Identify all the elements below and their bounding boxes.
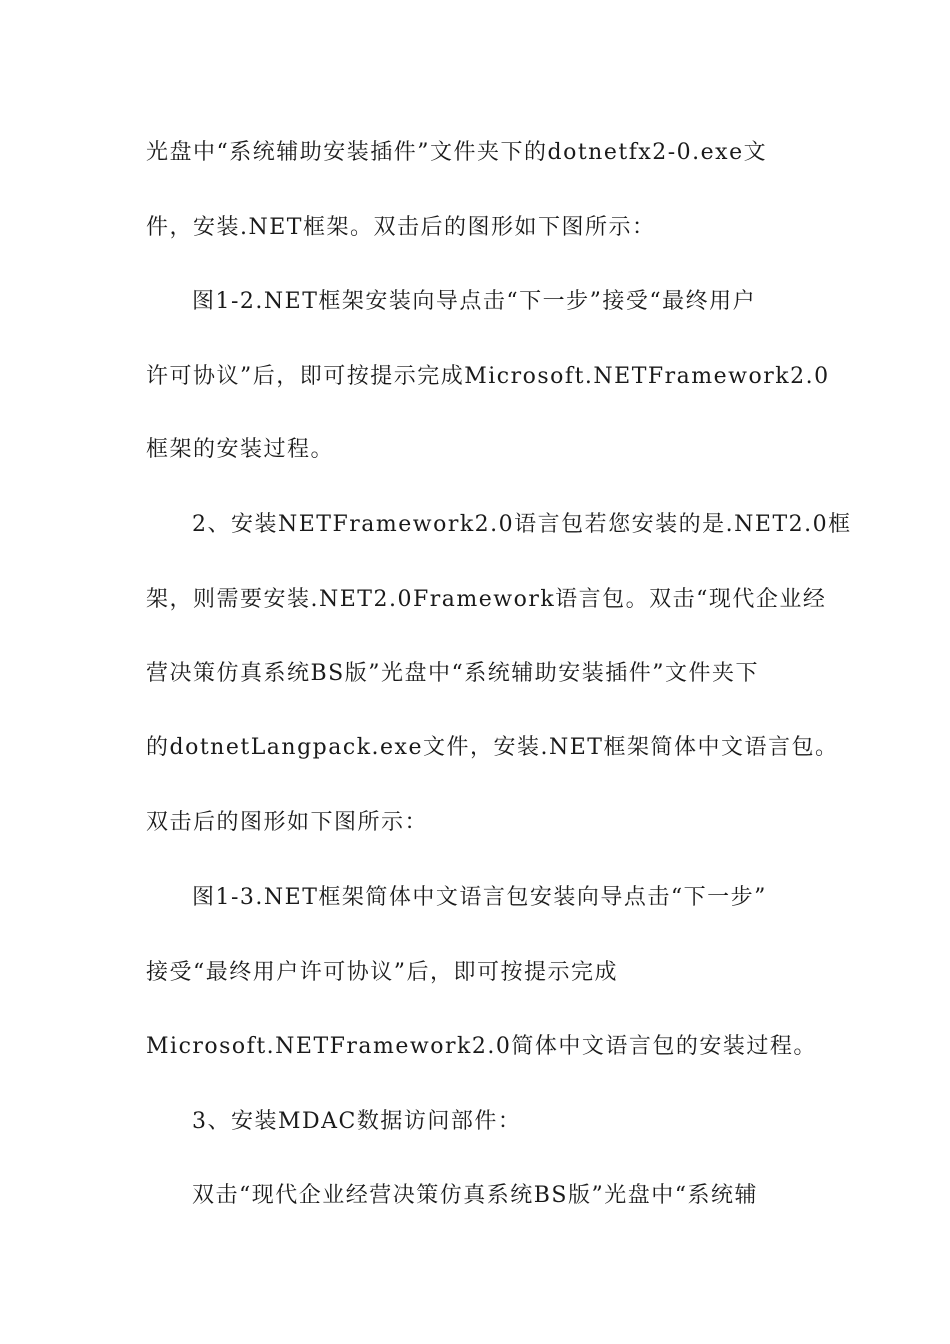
paragraph-line: 的dotnetLangpack.exe文件，安装.NET框架简体中文语言包。 xyxy=(146,735,839,760)
paragraph-line: 框架的安装过程。 xyxy=(146,437,335,462)
paragraph-line: 2、安装NETFramework2.0语言包若您安装的是.NET2.0框 xyxy=(192,512,852,537)
paragraph-line: 许可协议”后，即可按提示完成Microsoft.NETFramework2.0 xyxy=(146,364,830,389)
paragraph-line: 架，则需要安装.NET2.0Framework语言包。双击“现代企业经 xyxy=(146,587,827,612)
paragraph-line: 双击后的图形如下图所示： xyxy=(146,810,429,835)
paragraph-line: 图1-3.NET框架简体中文语言包安装向导点击“下一步” xyxy=(192,885,767,910)
paragraph-line: 双击“现代企业经营决策仿真系统BS版”光盘中“系统辅 xyxy=(192,1183,758,1208)
paragraph-line: 3、安装MDAC数据访问部件： xyxy=(192,1109,522,1134)
paragraph-line: Microsoft.NETFramework2.0简体中文语言包的安装过程。 xyxy=(146,1034,817,1059)
paragraph-line: 件，安装.NET框架。双击后的图形如下图所示： xyxy=(146,215,656,240)
paragraph-line: 光盘中“系统辅助安装插件”文件夹下的dotnetfx2-0.exe文 xyxy=(146,140,768,165)
paragraph-line: 营决策仿真系统BS版”光盘中“系统辅助安装插件”文件夹下 xyxy=(146,661,759,686)
paragraph-line: 接受“最终用户许可协议”后，即可按提示完成 xyxy=(146,960,618,985)
paragraph-line: 图1-2.NET框架安装向导点击“下一步”接受“最终用户 xyxy=(192,289,757,314)
